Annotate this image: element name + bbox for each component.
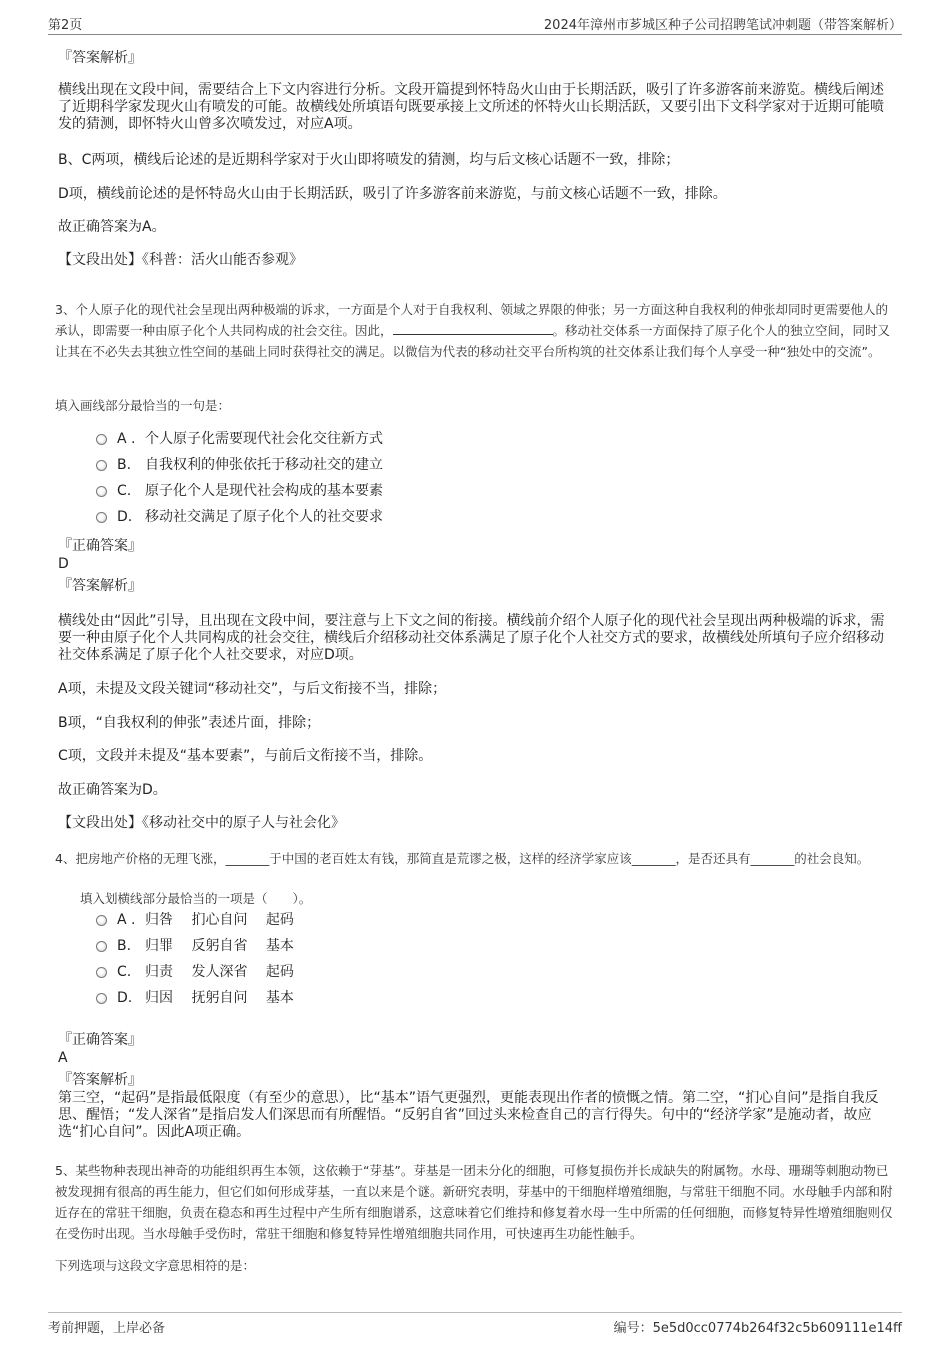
radio-icon[interactable] [96, 460, 107, 471]
q3-option-c[interactable]: C. 原子化个人是现代社会构成的基本要素 [96, 481, 383, 501]
q2-analysis-label: 『答案解析』 [58, 50, 142, 66]
radio-icon[interactable] [96, 941, 107, 952]
q2-conclusion: 故正确答案为A。 [58, 219, 166, 235]
q3-analysis-label: 『答案解析』 [58, 578, 142, 594]
footer-slogan: 考前押题，上岸必备 [48, 1321, 166, 1336]
q2-source: 【文段出处】《科普：活火山能否参观》 [58, 252, 303, 268]
q2-analysis-paragraph: B、C两项，横线后论述的是近期科学家对于火山即将喷发的猜测，均与后文核心话题不一致，排除； [58, 152, 680, 168]
page-footer [48, 1312, 902, 1337]
q2-analysis-paragraph: D项，横线前论述的是怀特岛火山由于长期活跃，吸引了许多游客前来游览，与前文核心话题不一致，排除。 [58, 186, 727, 202]
radio-icon[interactable] [96, 512, 107, 523]
q3-answer: D [58, 556, 69, 572]
q4-analysis-label: 『答案解析』 [58, 1072, 142, 1088]
q5-prompt: 下列选项与这段文字意思相符的是： [55, 1258, 256, 1273]
q3-answer-label: 『正确答案』 [58, 538, 142, 554]
q4-analysis-paragraph: 第三空，“起码”是指最低限度（有至少的意思），比“基本”语气更强烈，更能表现出作者的愤慨之情。第二空，“扪心自问”是指自我反思、醒悟；“发人深省”是指启发人们深思而有所醒悟。“反躬自省”回过头来检查自己的言行得失。句中的“经济学家”是施动者，故应选“扪心自问”。因此A项正确。 [58, 1090, 879, 1140]
document-title: 2024年漳州市芗城区种子公司招聘笔试冲刺题（带答案解析） [543, 18, 902, 33]
q3-stem: 3、个人原子化的现代社会呈现出两种极端的诉求，一方面是个人对于自我权利、领域之界限的伸张；另一方面这种自我权利的伸张却同时更需要他人的承认，即需要一种由原子化个人共同构成的社会交往。因此， 。移动社交体系一方面保持了原子化个人的独立空间，同时又让其在不必失去其独立性空间的基础上同时获得社交的满足。以微信为代表的移动社交平台所构筑的社交体系让我们每个人享受一种“独处中的交流”。 [55, 302, 891, 359]
q3-conclusion: 故正确答案为D。 [58, 782, 167, 798]
q3-analysis-paragraph: C项，文段并未提及“基本要素”，与前后文衔接不当，排除。 [58, 748, 433, 764]
q3-prompt: 填入画线部分最恰当的一句是： [55, 398, 231, 413]
q3-option-a[interactable]: A . 个人原子化需要现代社会化交往新方式 [96, 429, 383, 449]
radio-icon[interactable] [96, 967, 107, 978]
q4-answer: A [58, 1050, 68, 1066]
q4-option-c[interactable]: C. 归责 发人深省 起码 [96, 962, 294, 982]
q3-analysis-paragraph: 横线处由“因此”引导，且出现在文段中间，要注意与上下文之间的衔接。横线前介绍个人原子化的现代社会呈现出两种极端的诉求，需要一种由原子化个人共同构成的社会交往，横线后介绍移动社交体系满足了原子化个人社交方式的要求，故横线处所填句子应介绍移动社交体系满足了原子化个人社交要求，对应D项。 [58, 613, 885, 663]
q4-prompt: 填入划横线部分最恰当的一项是（ ）。 [80, 891, 312, 906]
q3-analysis-paragraph: B项，“自我权利的伸张”表述片面，排除； [58, 715, 321, 731]
radio-icon[interactable] [96, 486, 107, 497]
q4-option-a[interactable]: A . 归咎 扪心自问 起码 [96, 910, 294, 930]
q3-source: 【文段出处】《移动社交中的原子人与社会化》 [58, 815, 345, 831]
q3-analysis-paragraph: A项，未提及文段关键词“移动社交”，与后文衔接不当，排除； [58, 681, 447, 697]
fill-blank [393, 322, 553, 335]
q3-option-b[interactable]: B. 自我权利的伸张依托于移动社交的建立 [96, 455, 383, 475]
q4-stem: 4、把房地产价格的无理飞涨，_______于中国的老百姓太有钱，那简直是荒谬之极，这样的经济学家应该_______，是否还具有_______的社会良知。 [55, 851, 870, 866]
q4-answer-label: 『正确答案』 [58, 1032, 142, 1048]
q3-option-d[interactable]: D. 移动社交满足了原子化个人的社交要求 [96, 507, 383, 527]
radio-icon[interactable] [96, 434, 107, 445]
page-header [48, 14, 902, 35]
q5-stem: 5、某些物种表现出神奇的功能组织再生本领，这依赖于“芽基”。芽基是一团未分化的细胞，可修复损伤并长成缺失的附属物。水母、珊瑚等刺胞动物已被发现拥有很高的再生能力，但它们如何形成芽基，一直以来是个谜。新研究表明，芽基中的干细胞样增殖细胞，与常驻干细胞不同。水母触手内部和附近存在的常驻干细胞，负责在稳态和再生过程中产生所有细胞谱系，这意味着它们维持和修复着水母一生中所需的任何细胞，而修复特异性增殖细胞则仅在受伤时出现。当水母触手受伤时，常驻干细胞和修复特异性增殖细胞共同作用，可快速再生功能性触手。 [55, 1163, 893, 1241]
radio-icon[interactable] [96, 915, 107, 926]
q2-analysis-paragraph: 横线出现在文段中间，需要结合上下文内容进行分析。文段开篇提到怀特岛火山由于长期活跃，吸引了许多游客前来游览。横线后阐述了近期科学家发现火山有喷发的可能。故横线处所填语句既要承接上文所述的怀特火山长期活跃，又要引出下文科学家对于近期可能喷发的猜测，即怀特火山曾多次喷发过，对应A项。 [58, 82, 884, 132]
radio-icon[interactable] [96, 993, 107, 1004]
document-id: 编号：5e5d0cc0774b264f32c5b609111e14ff [613, 1321, 902, 1336]
q4-option-d[interactable]: D. 归因 抚躬自问 基本 [96, 988, 294, 1008]
page-number: 第2页 [48, 18, 83, 33]
q4-option-b[interactable]: B. 归罪 反躬自省 基本 [96, 936, 294, 956]
